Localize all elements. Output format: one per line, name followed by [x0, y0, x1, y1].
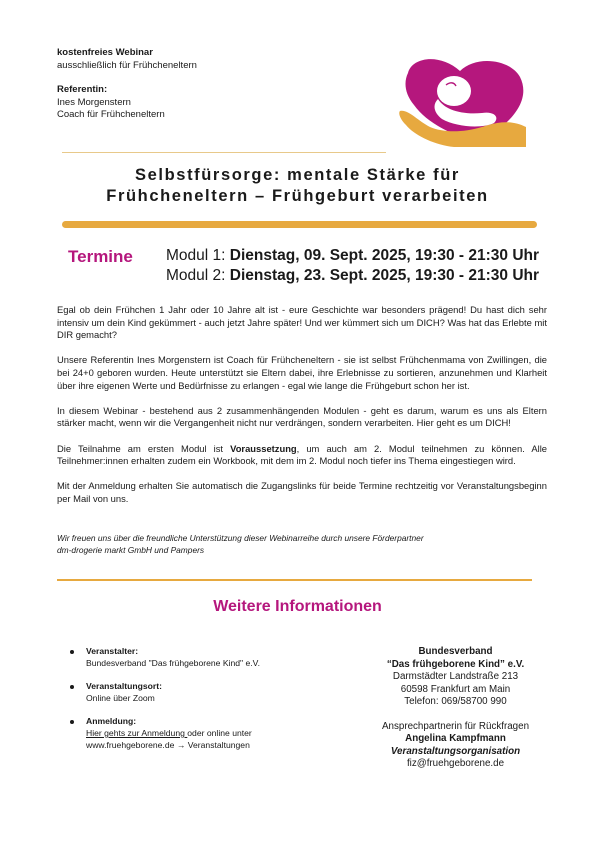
contact-block — [358, 646, 553, 771]
termine-label: Termine — [68, 247, 133, 266]
modul-1-prefix: Modul 1: — [166, 247, 230, 264]
paragraph-3: In diesem Webinar - bestehend aus 2 zusammenhängenden Modulen - geht es darum, warum es uns als Eltern stärker macht, wenn wir die Vergangenheit nicht nur verdrängen, sondern verarbeiten. Hier geht es um DICH! — [57, 404, 547, 429]
title-line-1: Selbstfürsorge: mentale Stärke für — [135, 166, 460, 184]
modul-2 — [166, 267, 539, 285]
street: Darmstädter Landstraße 213 — [392, 671, 519, 682]
org-name-2: “Das frühgeborene Kind” e.V. — [386, 658, 525, 670]
header-block — [57, 47, 197, 122]
phone: Telefon: 069/58700 990 — [404, 696, 507, 707]
paragraph-1: Egal ob dein Frühchen 1 Jahr oder 10 Jahre alt ist - eure Geschichte war besonders prägend! Du hast dich sehr intensiv um dein Kind gekümmert - auch jetzt Jahre später! Und wer kümmert sich um DICH? Was hat das Erlebte mit DIR gemacht? — [57, 304, 547, 341]
sponsor-line-1: Wir freuen uns über die freundliche Unterstützung dieser Webinarreihe durch unsere Förderpartner — [57, 533, 424, 543]
bullet-icon — [70, 685, 74, 689]
registration-link[interactable]: Hier gehts zur Anmeldung — [86, 727, 188, 738]
paragraph-5: Mit der Anmeldung erhalten Sie automatisch die Zugangslinks für beide Termine rechtzeitig vor Veranstaltungsbeginn per Mail von uns. — [57, 480, 547, 504]
website-link[interactable]: www.fruehgeborene.de → Veranstaltungen — [86, 739, 250, 750]
webinar-title — [40, 165, 555, 207]
referentin-role: Coach für Frühcheneltern — [57, 109, 165, 120]
title-line-2: Frühcheneltern – Frühgeburt verarbeiten — [106, 187, 489, 205]
list-item-anmeldung: Anmeldung: Hier gehts zur Anmeldung oder online unter www.fruehgeborene.de → Veranstaltungen — [70, 716, 300, 751]
sponsor-line-2: dm-drogerie markt GmbH und Pampers — [57, 544, 205, 555]
paragraph-4: Die Teilnahme am ersten Modul ist Voraussetzung, um auch am 2. Modul teilnehmen zu können. Alle Teilnehmer:innen erhalten zudem ein Workbook, mit dem im 2. Modul noch tiefer ins Thema eingestiegen wird. — [57, 442, 547, 467]
description — [57, 304, 547, 518]
list-item-veranstalter: Veranstalter: Bundesverband "Das frühgeborene Kind" e.V. — [70, 646, 300, 669]
city: 60598 Frankfurt am Main — [400, 683, 511, 695]
info-heading: Weitere Informationen — [213, 598, 382, 615]
bullet-icon — [70, 650, 74, 654]
logo — [398, 55, 530, 147]
section-divider — [57, 579, 532, 581]
referentin-label: Referentin: — [57, 84, 108, 95]
contact-name: Angelina Kampfmann — [405, 733, 506, 744]
modul-2-date: Dienstag, 23. Sept. 2025, 19:30 - 21:30 Uhr — [229, 267, 540, 284]
modul-2-prefix: Modul 2: — [166, 267, 230, 284]
paragraph-2: Unsere Referentin Ines Morgenstern ist Coach für Frühcheneltern - sie ist selbst Frühchenmama von Zwillingen, die bei 24+0 geboren wurden. Heute unterstützt sie Eltern dabei, ihre Erlebnisse zu sortieren, anzunehmen und Klarheit über ihre eigenen Werte und Bedürfnisse zu erlangen - egal wie lange die Frühgeburt schon her ist. — [57, 354, 547, 391]
baby-head — [437, 76, 471, 106]
contact-label: Ansprechpartnerin für Rückfragen — [381, 720, 530, 732]
webinar-type: kostenfreies Webinar — [57, 47, 153, 58]
referentin-name: Ines Morgenstern — [57, 96, 131, 108]
info-list — [70, 646, 300, 763]
contact-role: Veranstaltungsorganisation — [390, 745, 521, 757]
sponsor-note — [57, 533, 424, 556]
audience: ausschließlich für Frühcheneltern — [57, 59, 197, 71]
org-name-1: Bundesverband — [418, 646, 493, 657]
title-underline — [62, 221, 537, 228]
top-divider — [62, 152, 386, 153]
list-item-ort: Veranstaltungsort: Online über Zoom — [70, 681, 300, 704]
modul-1 — [166, 247, 539, 265]
modul-1-date: Dienstag, 09. Sept. 2025, 19:30 - 21:30 Uhr — [229, 247, 540, 264]
contact-email[interactable]: fiz@fruehgeborene.de — [406, 758, 505, 769]
bullet-icon — [70, 720, 74, 724]
